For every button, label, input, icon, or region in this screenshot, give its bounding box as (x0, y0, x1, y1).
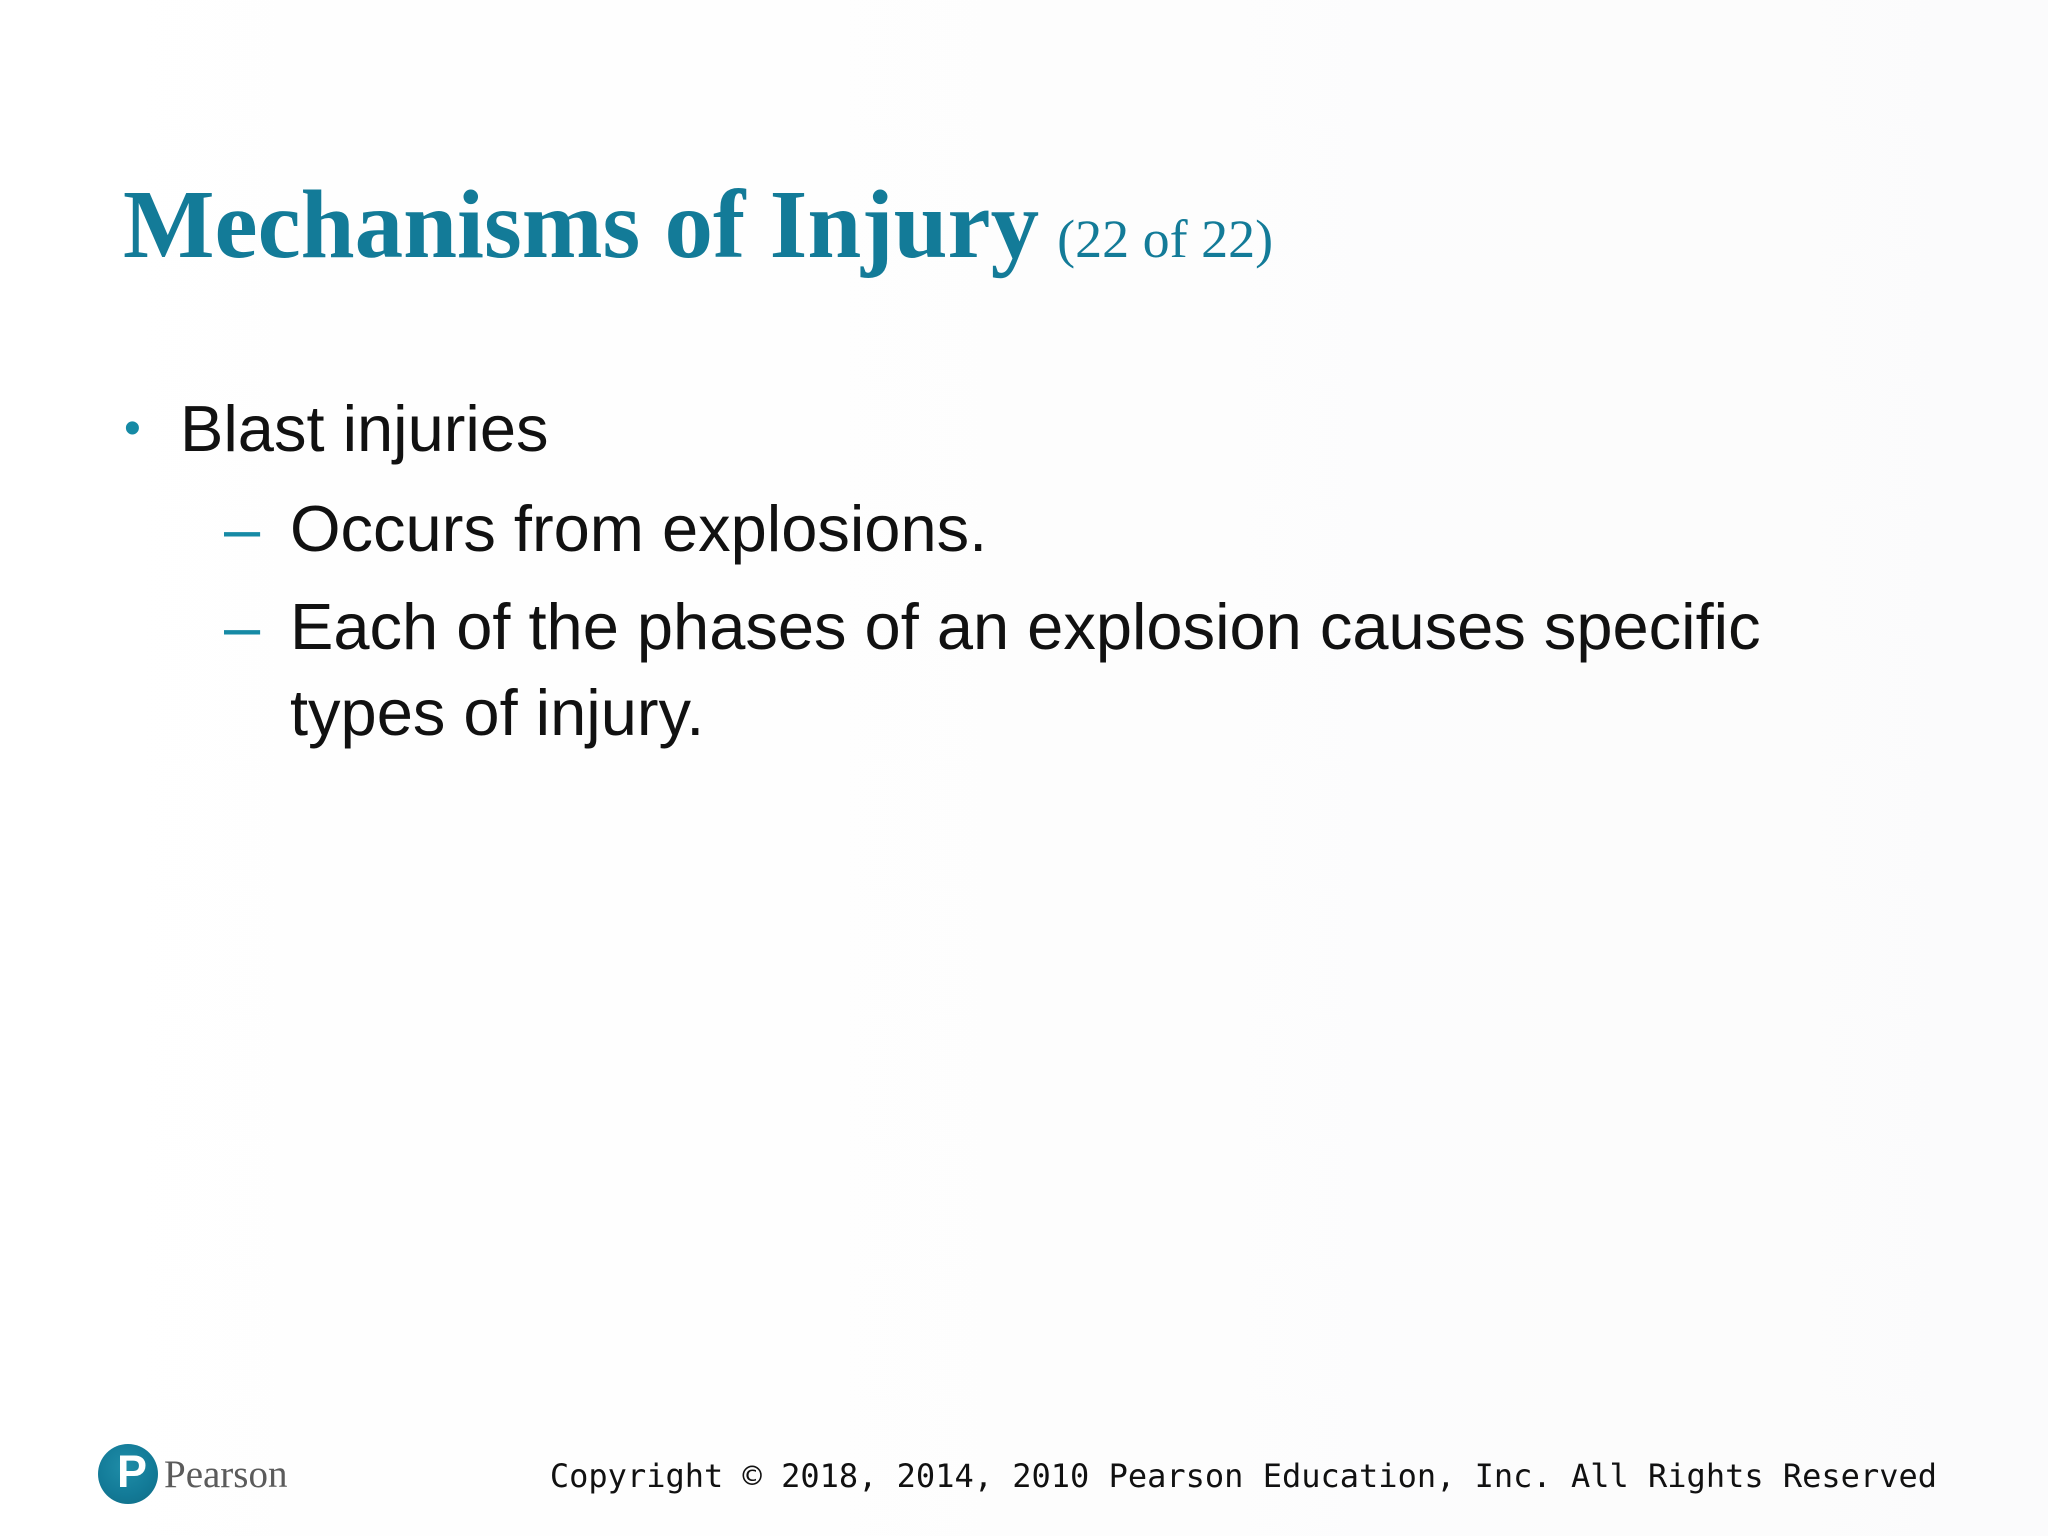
pearson-logo-icon (98, 1444, 158, 1504)
copyright-notice: Copyright © 2018, 2014, 2010 Pearson Education, Inc. All Rights Reserved (549, 1457, 1937, 1495)
pearson-logo (98, 1442, 314, 1508)
bullet-text: Blast injuries (180, 392, 549, 465)
dash-icon: – (224, 590, 261, 663)
slide-title-main: Mechanisms of Injury (123, 171, 1040, 278)
bullet-dot-icon: • (124, 402, 141, 455)
pearson-logo-letter: P (117, 1446, 148, 1497)
subbullet-text: Each of the phases of an explosion causes specific types of injury. (290, 590, 1761, 749)
pearson-logo-text: Pearson (164, 1453, 288, 1496)
dash-icon: – (224, 492, 261, 565)
subbullet-text: Occurs from explosions. (290, 492, 988, 565)
slide-title-counter: (22 of 22) (1057, 209, 1274, 269)
